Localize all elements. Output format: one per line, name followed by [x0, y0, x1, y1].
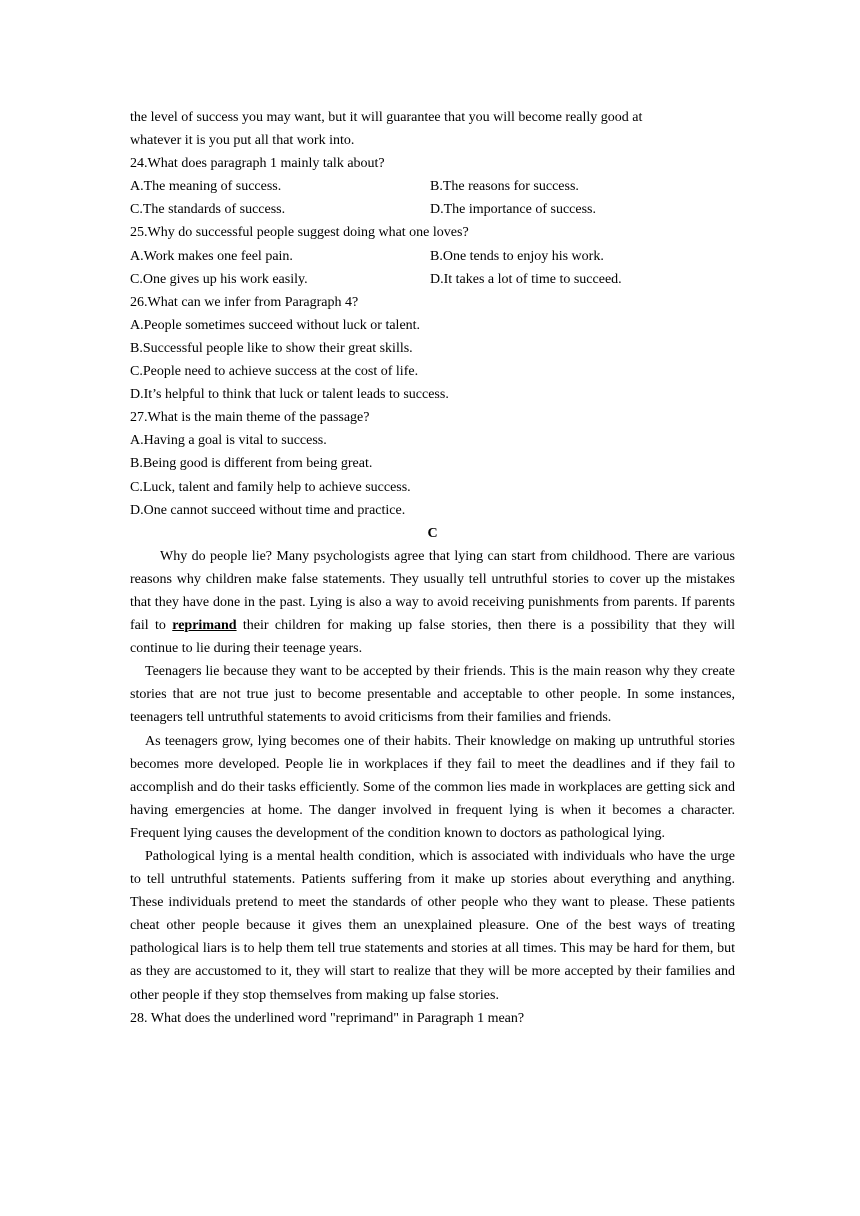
document-page [130, 106, 735, 1030]
options-row [130, 175, 735, 198]
question-stem: 25.Why do successful people suggest doing what one loves? [130, 225, 469, 241]
question-stem: 27.What is the main theme of the passage? [130, 410, 370, 426]
option-d: D.The importance of success. [430, 202, 596, 218]
passage-paragraph-4: Pathological lying is a mental health condition, which is associated with individuals who have the urge to tell untruthful statements. Patients suffering from it make up stories about everything and anything. These individuals pretend to meet the standards of other people who they want to please. These patients cheat other people because it gives them an unexplained pleasure. One of the best ways of treating pathological liars is to help them tell true statements and stories at all times. This may be hard for them, but as they are accustomed to it, they will start to realize that they will be more accepted by their families and other people if they stop themselves from making up false stories. [130, 849, 735, 1003]
passage-paragraph-2: Teenagers lie because they want to be accepted by their friends. This is the main reason why they create stories that are not true just to become presentable and acceptable to other people. In some instances, teenagers tell untruthful statements to avoid criticisms from their families and friends. [130, 664, 735, 726]
intro-line-2: whatever it is you put all that work into. [130, 133, 355, 149]
paragraph-text: Why do people lie? Many psychologists agree that lying can start from childhood. There are various reasons why children make false statements. They usually tell untruthful stories to cover up the mistakes that they have done in the past. Lying is also a way to avoid receiving punishments from parents. If parents fail to [130, 548, 735, 634]
option-c: C.People need to achieve success at the cost of life. [130, 364, 419, 380]
option-a: A.Work makes one feel pain. [130, 248, 293, 264]
question-stem: 26.What can we infer from Paragraph 4? [130, 294, 359, 310]
option-d: D.It’s helpful to think that luck or talent leads to success. [130, 387, 449, 403]
option-c: C.The standards of success. [130, 202, 286, 218]
question-25 [130, 221, 735, 290]
underlined-word: reprimand [172, 618, 237, 634]
option-a: A.People sometimes succeed without luck or talent. [130, 317, 421, 333]
question-24 [130, 152, 735, 221]
question-27 [130, 406, 735, 521]
option-d: D.It takes a lot of time to succeed. [430, 271, 622, 287]
passage-paragraph-3: As teenagers grow, lying becomes one of their habits. Their knowledge on making up untruthful stories becomes more developed. People lie in workplaces if they fail to meet the deadlines and if they fail to accomplish and do their tasks efficiently. Some of the common lies made in workplaces are getting sick and having emergencies at home. The danger involved in frequent lying is when it becomes a character. Frequent lying causes the development of the condition known to doctors as pathological lying. [130, 733, 735, 841]
option-a: A.The meaning of success. [130, 179, 282, 195]
passage-paragraph-1 [130, 545, 735, 660]
intro-line-1: the level of success you may want, but it will guarantee that you will become really good at [130, 110, 643, 125]
options-row [130, 245, 735, 268]
option-a: A.Having a goal is vital to success. [130, 433, 327, 449]
section-heading: C [427, 525, 438, 541]
option-b: B.The reasons for success. [430, 179, 579, 195]
question-28-stem: 28. What does the underlined word "reprimand" in Paragraph 1 mean? [130, 1010, 525, 1026]
paragraph-text: their children for making up false stories, then there is a possibility that they will continue to lie during their teenage years. [130, 618, 735, 657]
option-c: C.One gives up his work easily. [130, 271, 308, 287]
option-c: C.Luck, talent and family help to achieve success. [130, 479, 411, 495]
option-b: B.Successful people like to show their great skills. [130, 340, 413, 356]
question-stem: 24.What does paragraph 1 mainly talk about? [130, 156, 385, 172]
question-26 [130, 291, 735, 406]
option-b: B.One tends to enjoy his work. [430, 248, 604, 264]
options-row [130, 198, 735, 221]
option-d: D.One cannot succeed without time and practice. [130, 502, 406, 518]
option-b: B.Being good is different from being great. [130, 456, 373, 472]
options-row [130, 268, 735, 291]
